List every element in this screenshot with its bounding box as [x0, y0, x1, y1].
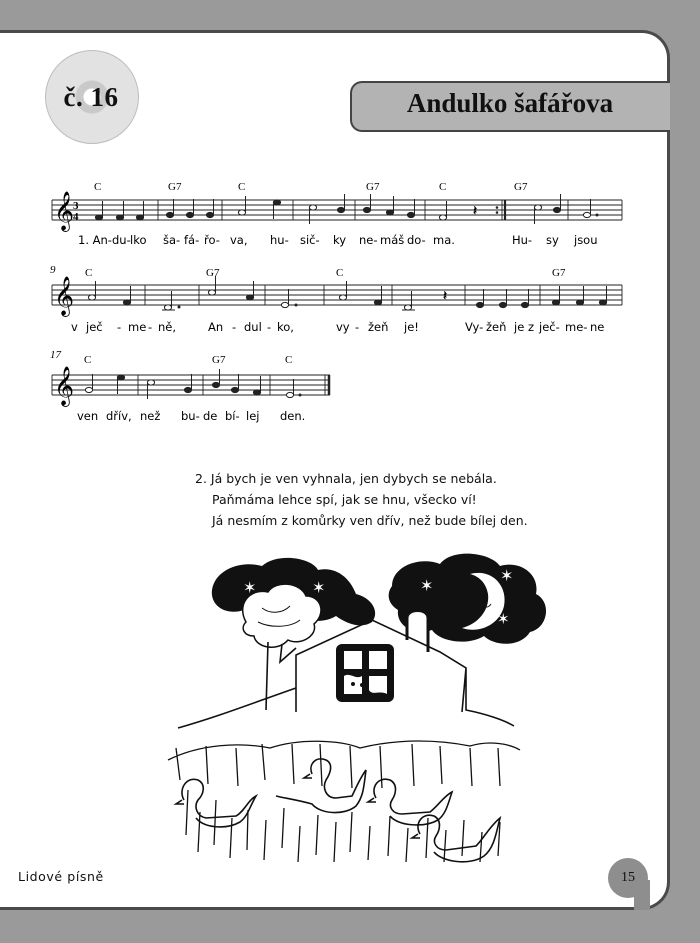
lyric: lej: [246, 409, 260, 423]
staff-2: [52, 285, 622, 305]
lyric: -: [267, 320, 272, 334]
time-signature-top: 3: [73, 200, 79, 212]
lyrics-line-3: [77, 409, 305, 423]
chord: G7: [206, 267, 220, 279]
lyric: An: [208, 320, 224, 334]
lyric: dřív,: [106, 409, 132, 423]
lyric: máš: [380, 233, 405, 247]
chord: C: [238, 181, 246, 193]
star-icon: ✶: [243, 578, 257, 597]
lyric: me-: [565, 320, 588, 334]
lyrics-line-2: [71, 320, 604, 334]
lyric: bí-: [225, 409, 240, 423]
verse-line: Paňmáma lehce spí, jak se hnu, všecko ví!: [212, 492, 477, 507]
lyrics-line-1: [78, 233, 598, 247]
lyric: ša-: [163, 233, 181, 247]
lyric: je: [514, 320, 525, 334]
page-number: 15: [608, 858, 648, 898]
goose: [412, 815, 500, 862]
lyric: ječ-: [539, 320, 560, 334]
lyric: bu-: [181, 409, 200, 423]
lyric: sy: [546, 233, 559, 247]
chord: G7: [552, 267, 566, 279]
lyric: va,: [230, 233, 248, 247]
lyric: -: [232, 320, 237, 334]
song-number: č. 16: [63, 82, 119, 112]
chord: G7: [168, 181, 182, 193]
lyric: v: [71, 320, 78, 334]
lyric: ne: [590, 320, 605, 334]
lyric: lko: [130, 233, 147, 247]
lyric: ko,: [277, 320, 294, 334]
lyric: řo-: [204, 233, 220, 247]
house-window: [336, 644, 394, 702]
lyric: ma.: [433, 233, 455, 247]
lyric: žeň: [368, 320, 389, 334]
quarter-rest-icon: 𝄽: [473, 203, 477, 218]
star-icon: ✶: [420, 576, 434, 595]
verse-line: 2. Já bych je ven vyhnala, jen dybych se nebála.: [195, 471, 497, 486]
repeat-dot: [496, 211, 499, 214]
lyric: ně,: [158, 320, 177, 334]
chord: C: [336, 267, 344, 279]
lyric: -: [148, 320, 153, 334]
chimney: [407, 611, 428, 653]
lyric: vy: [336, 320, 350, 334]
lyric: me: [128, 320, 147, 334]
lyric: Hu-: [512, 233, 533, 247]
lyric: je!: [404, 320, 419, 334]
lyric: 1. An-: [78, 233, 112, 247]
lyric: žeň: [486, 320, 507, 334]
lyric: Vy-: [465, 320, 484, 334]
chord: G7: [212, 354, 226, 366]
lyric: z: [528, 320, 535, 334]
lyric: -: [117, 320, 122, 334]
chord: C: [94, 181, 102, 193]
lyric: den.: [280, 409, 306, 423]
lyric: sič-: [300, 233, 320, 247]
chord: C: [439, 181, 447, 193]
chord: C: [84, 354, 92, 366]
chord: C: [285, 354, 293, 366]
lyric: hu-: [270, 233, 289, 247]
lyric: ven: [77, 409, 99, 423]
notes-line-3: [85, 369, 301, 399]
chord: C: [85, 267, 93, 279]
chord: G7: [514, 181, 528, 193]
lyric: du-: [112, 233, 131, 247]
lyric: do-: [407, 233, 426, 247]
treble-clef-icon: 𝄞: [54, 276, 75, 316]
lyric: ne-: [359, 233, 378, 247]
lyric: ky: [333, 233, 347, 247]
notes-line-1: [95, 194, 598, 224]
lyric: de: [203, 409, 218, 423]
star-icon: ✶: [500, 566, 514, 585]
treble-clef-icon: 𝄞: [54, 191, 75, 231]
quarter-rest-icon: 𝄽: [443, 288, 447, 303]
grass: [168, 741, 520, 862]
lyric: jsou: [574, 233, 598, 247]
lyric: ječ: [86, 320, 103, 334]
tree-trunk: [266, 642, 296, 710]
illustration: [168, 554, 546, 862]
verse-line: Já nesmím z komůrky ven dřív, než bude bílej den.: [212, 513, 528, 528]
goose: [368, 779, 452, 825]
lyric: fá-: [184, 233, 200, 247]
star-icon: ✶: [312, 578, 326, 597]
book-title-footer: Lidové písně: [18, 869, 104, 884]
repeat-dot: [496, 206, 499, 209]
lyric: než: [140, 409, 161, 423]
song-title: Andulko šafářova: [406, 88, 614, 118]
measure-number: 17: [50, 349, 61, 361]
verse-2: [195, 468, 528, 531]
time-signature-bottom: 4: [73, 211, 79, 223]
measure-number: 9: [50, 264, 56, 276]
treble-clef-icon: 𝄞: [54, 366, 75, 406]
lyric: dul: [244, 320, 262, 334]
star-icon: ✶: [497, 610, 510, 628]
lyric: -: [355, 320, 360, 334]
chord: G7: [366, 181, 380, 193]
